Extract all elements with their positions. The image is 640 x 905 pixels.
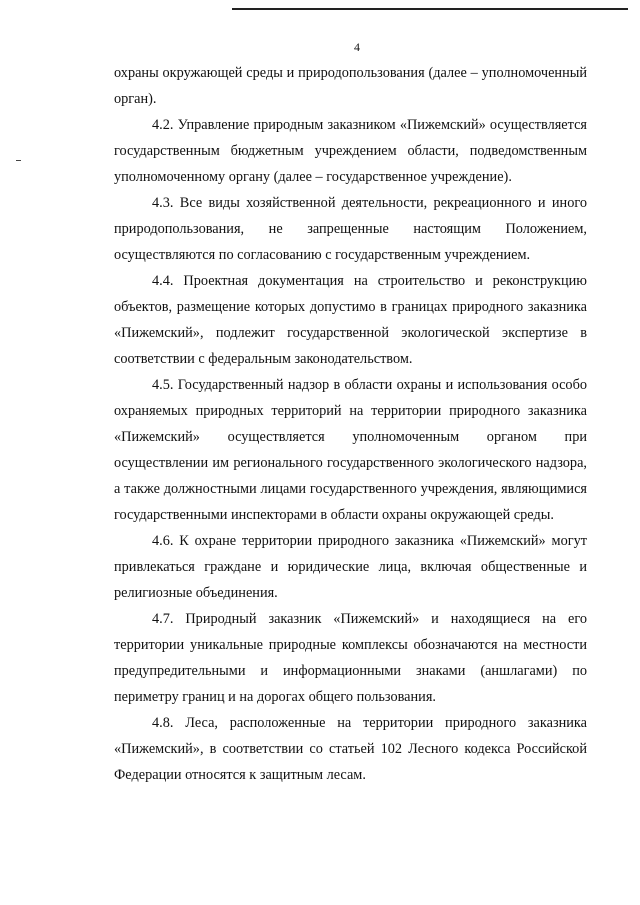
paragraph-4-4: 4.4. Проектная документация на строительство и реконструкцию объектов, размещение которых допустимо в границах природного заказника «Пижемский», подлежит государственной экологической экспертизе в соответствии с федеральным законодательством. bbox=[114, 273, 587, 367]
paragraph-4-5: 4.5. Государственный надзор в области охраны и использования особо охраняемых природных территорий на территории природного заказника «Пижемский» осуществляется уполномоченным органом при осуществлении им регионального государственного экологического надзора, а также должностными лицами государственного учреждения, являющимися государственными инспекторами в области охраны окружающей среды. bbox=[114, 377, 587, 523]
paragraph-4-7: 4.7. Природный заказник «Пижемский» и находящиеся на его территории уникальные природные комплексы обозначаются на местности предупредительными и информационными знаками (аншлагами) по периметру границ и на дорогах общего пользования. bbox=[114, 611, 587, 705]
document-body bbox=[114, 60, 587, 788]
paragraph-4-2: 4.2. Управление природным заказником «Пижемский» осуществляется государственным бюджетным учреждением области, подведомственным уполномоченному органу (далее – государственное учреждение). bbox=[114, 117, 587, 185]
header-rule bbox=[232, 8, 628, 10]
paragraph-4-3: 4.3. Все виды хозяйственной деятельности, рекреационного и иного природопользования, не запрещенные настоящим Положением, осуществляются по согласованию с государственным учреждением. bbox=[114, 195, 587, 263]
scan-mark bbox=[16, 160, 21, 161]
page-number: 4 bbox=[354, 40, 360, 54]
paragraph-4-8: 4.8. Леса, расположенные на территории природного заказника «Пижемский», в соответствии со статьей 102 Лесного кодекса Российской Федерации относятся к защитным лесам. bbox=[114, 715, 587, 783]
paragraph-4-6: 4.6. К охране территории природного заказника «Пижемский» могут привлекаться граждане и юридические лица, включая общественные и религиозные объединения. bbox=[114, 533, 587, 601]
paragraph-continuation: охраны окружающей среды и природопользования (далее – уполномоченный орган). bbox=[114, 65, 587, 107]
